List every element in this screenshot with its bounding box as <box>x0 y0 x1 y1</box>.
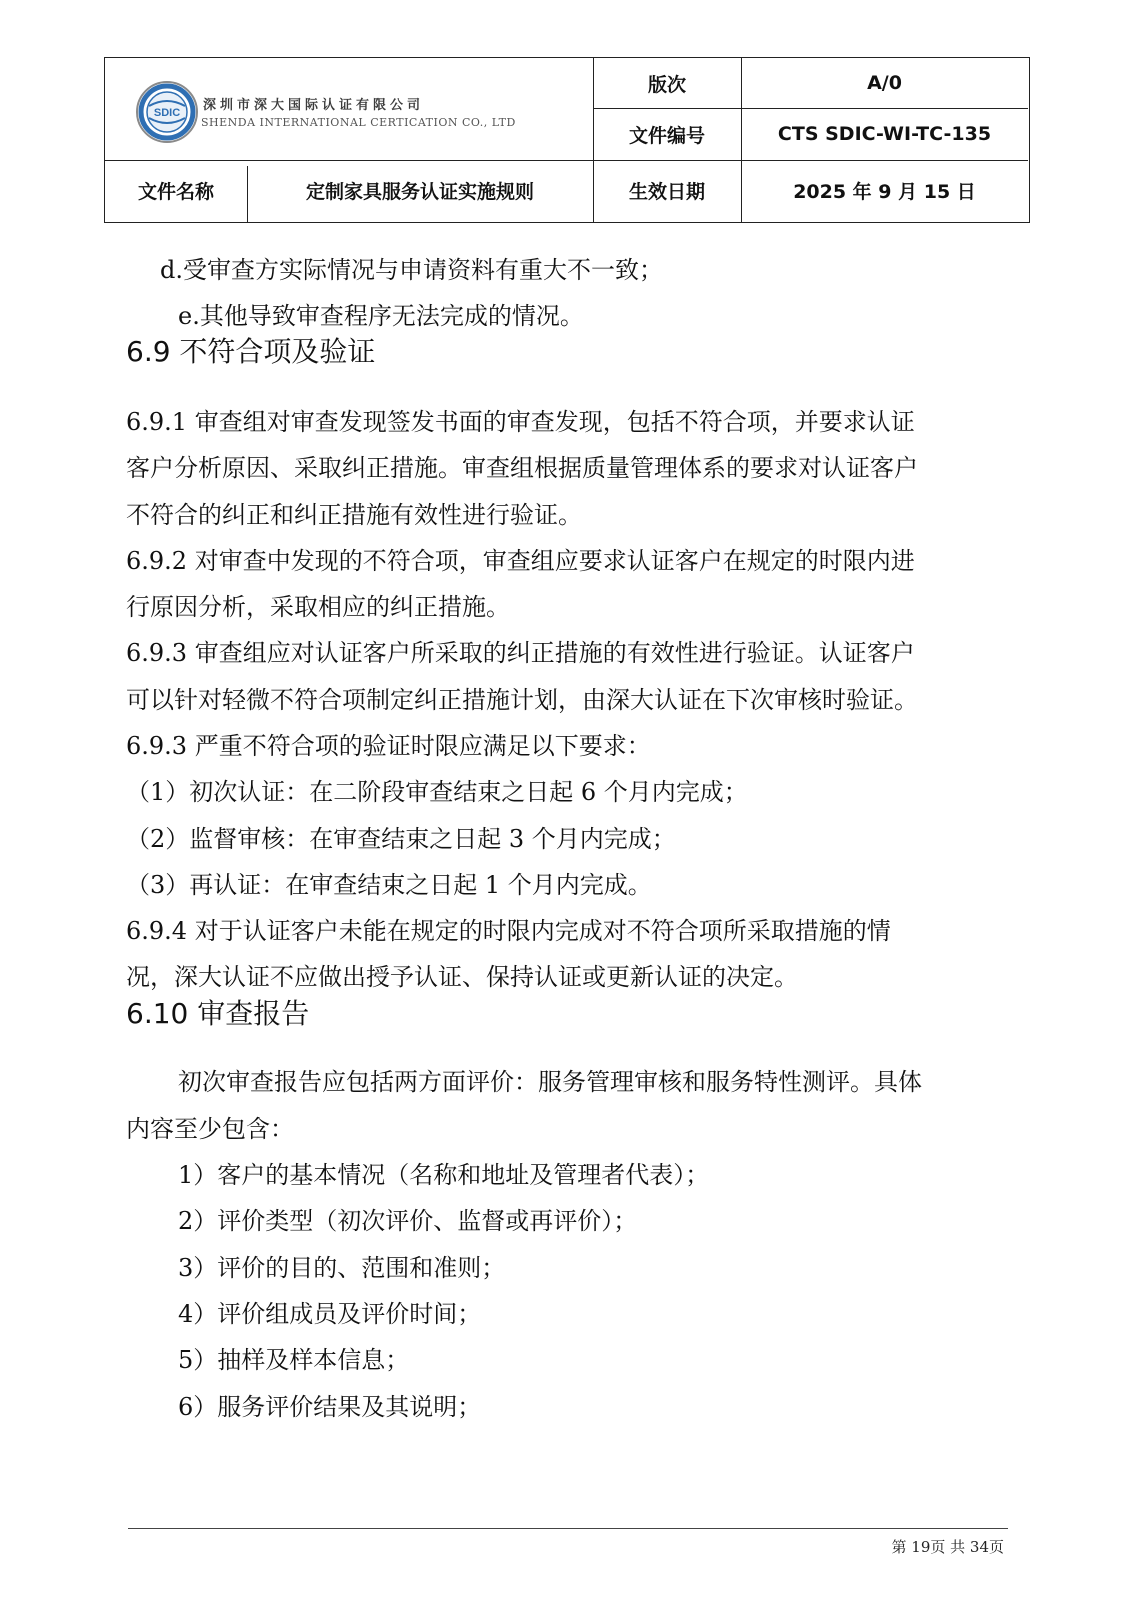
company-name-en: SHENDA INTERNATIONAL CERTICATION CO., LTD <box>201 116 516 129</box>
paragraph-line: 可以针对轻微不符合项制定纠正措施计划，由深大认证在下次审核时验证。 <box>126 686 918 714</box>
logo-text: SDIC <box>153 107 181 119</box>
section-heading-6-10: 6.10 审查报告 <box>126 997 310 1030</box>
paragraph-line: 况，深大认证不应做出授予认证、保持认证或更新认证的决定。 <box>126 963 798 991</box>
version-label: 版次 <box>647 73 686 96</box>
list-item: 5）抽样及样本信息； <box>178 1346 410 1374</box>
paragraph-line: 6.9.3 审查组应对认证客户所采取的纠正措施的有效性进行验证。认证客户 <box>126 639 915 667</box>
paragraph-line: e.其他导致审查程序无法完成的情况。 <box>178 302 584 330</box>
list-item: 2）评价类型（初次评价、监督或再评价）； <box>178 1207 638 1235</box>
paragraph-line: 6.9.4 对于认证客户未能在规定的时限内完成对不符合项所采取措施的情 <box>126 917 891 945</box>
list-item: 4）评价组成员及评价时间； <box>178 1300 482 1328</box>
company-name-cn: 深圳市深大国际认证有限公司 <box>203 98 425 113</box>
paragraph-line: 初次审查报告应包括两方面评价：服务管理审核和服务特性测评。具体 <box>178 1068 922 1096</box>
section-heading-6-9: 6.9 不符合项及验证 <box>126 335 376 368</box>
paragraph-line: 6.9.3 严重不符合项的验证时限应满足以下要求： <box>126 732 651 760</box>
paragraph-line: d.受审查方实际情况与申请资料有重大不一致； <box>160 256 663 284</box>
paragraph-line: 内容至少包含： <box>126 1115 294 1143</box>
effective-date-value: 2025 年 9 月 15 日 <box>793 180 976 203</box>
company-logo-icon <box>135 80 199 144</box>
list-item: 6）服务评价结果及其说明； <box>178 1393 482 1421</box>
effective-date-label: 生效日期 <box>628 180 705 203</box>
doc-number-label: 文件编号 <box>628 124 705 147</box>
paragraph-line: 6.9.1 审查组对审查发现签发书面的审查发现，包括不符合项，并要求认证 <box>126 408 915 436</box>
list-item: 1）客户的基本情况（名称和地址及管理者代表）； <box>178 1161 710 1189</box>
list-item: （2）监督审核：在审查结束之日起 3 个月内完成； <box>126 825 676 853</box>
paragraph-line: 6.9.2 对审查中发现的不符合项，审查组应要求认证客户在规定的时限内进 <box>126 547 915 575</box>
company-logo-block <box>105 58 611 166</box>
doc-name-value: 定制家具服务认证实施规则 <box>305 180 534 203</box>
footer-rule <box>128 1528 1008 1529</box>
list-item: （1）初次认证：在二阶段审查结束之日起 6 个月内完成； <box>126 778 748 806</box>
list-item: （3）再认证：在审查结束之日起 1 个月内完成。 <box>126 871 652 899</box>
doc-name-label: 文件名称 <box>137 180 214 203</box>
doc-number-value: CTS SDIC-WI-TC-135 <box>777 123 992 145</box>
paragraph-line: 行原因分析，采取相应的纠正措施。 <box>126 593 510 621</box>
paragraph-line: 客户分析原因、采取纠正措施。审查组根据质量管理体系的要求对认证客户 <box>126 454 918 482</box>
list-item: 3）评价的目的、范围和准则； <box>178 1254 506 1282</box>
paragraph-line: 不符合的纠正和纠正措施有效性进行验证。 <box>126 501 582 529</box>
page-number: 第 19页 共 34页 <box>891 1538 1004 1556</box>
version-value: A/0 <box>867 72 902 94</box>
header-table <box>104 57 1030 223</box>
